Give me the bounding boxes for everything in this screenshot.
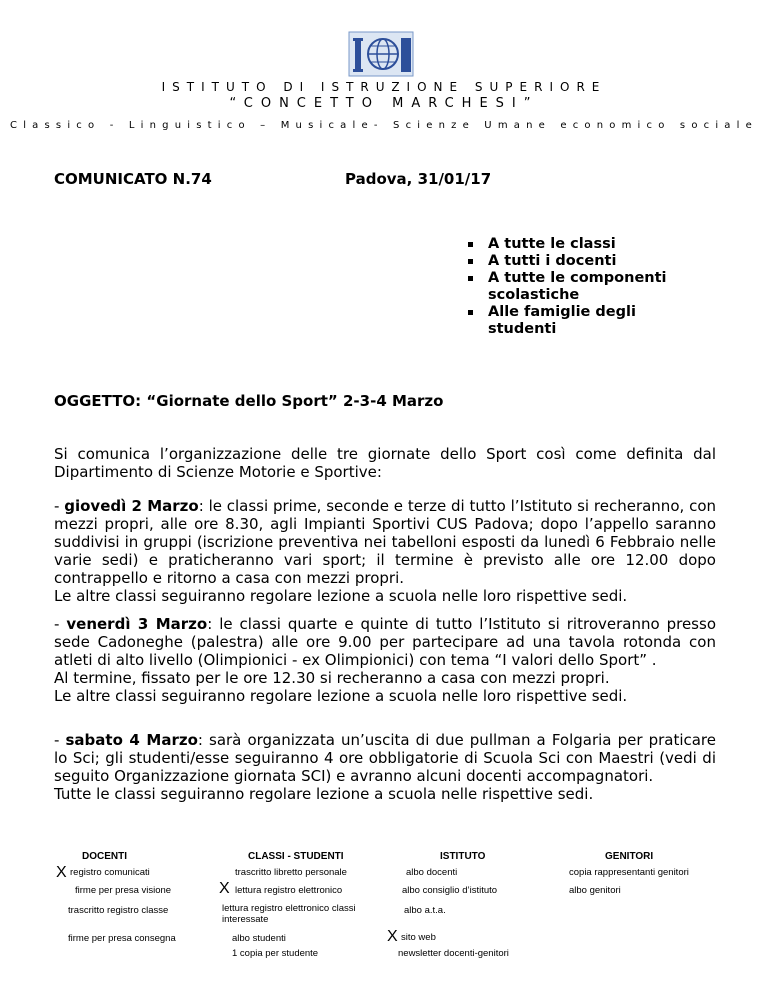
list-item: albo a.t.a. [404, 905, 446, 916]
day-prefix: - [54, 731, 66, 749]
col-title-genitori: GENITORI [605, 851, 654, 862]
subject-line: OGGETTO: “Giornate dello Sport” 2-3-4 Marzo [54, 392, 444, 410]
day-block-saturday [54, 731, 716, 803]
check-mark: X [387, 928, 398, 945]
check-mark: X [219, 880, 230, 897]
day-text: : le classi prime, seconde e terze di tutto l’Istituto si recheranno, con mezzi propri, alle ore 8.30, agli Impianti Sportivi CUS Padova; dopo l’appello saranno suddivisi in gruppi (iscrizione preventiva nei tabelloni esposti da lunedì 6 Febbraio nelle varie sedi) e praticheranno vari sport; il termine è previsto alle ore 12.00 dopo contrappello e ritorno a casa con mezzi propri. [54, 497, 716, 587]
list-item: lettura registro elettronico classi interessate [222, 903, 356, 925]
list-item: copia rappresentanti genitori [569, 867, 689, 878]
day-prefix: - [54, 497, 65, 515]
communique-number: COMUNICATO N.74 [54, 170, 212, 188]
list-item: lettura registro elettronico [235, 885, 343, 896]
institute-courses: Classico - Linguistico – Musicale- Scienze Umane economico sociale [10, 120, 758, 131]
recipient-item: A tutte le componenti scolastiche [468, 270, 698, 304]
list-item: firme per presa visione [75, 885, 172, 896]
day-note: Tutte le classi seguiranno regolare lezione a scuola nelle rispettive sedi. [54, 785, 594, 803]
col-title-docenti: DOCENTI [82, 851, 127, 862]
list-item: sito web [401, 932, 436, 943]
day-prefix: - [54, 615, 67, 633]
day-block-friday [54, 615, 716, 705]
day-note: Le altre classi seguiranno regolare lezione a scuola nelle loro rispettive sedi. [54, 687, 628, 705]
list-item: 1 copia per studente [232, 948, 319, 959]
col-title-classi: CLASSI - STUDENTI [248, 851, 344, 862]
recipient-item: A tutte le classi [468, 236, 698, 253]
day-title: sabato 4 Marzo [65, 731, 198, 749]
day-title: venerdì 3 Marzo [66, 615, 208, 633]
list-item: albo docenti [406, 867, 458, 878]
list-item: firme per presa consegna [68, 933, 176, 944]
institute-logo [347, 30, 415, 78]
place-date: Padova, 31/01/17 [345, 170, 492, 188]
list-item: trascritto registro classe [68, 905, 169, 916]
list-item: albo genitori [569, 885, 621, 896]
day-text: : sarà organizzata un’uscita di due pullman a Folgaria per praticare lo Sci; gli studenti/esse seguiranno 4 ore obbligatorie di Scuola Sci con Maestri (vedi di seguito Organizzazione giornata SCI) e avranno alcuni docenti accompagnatori. [54, 731, 717, 785]
institute-name: “CONCETTO MARCHESI” [229, 96, 539, 111]
col-title-istituto: ISTITUTO [440, 851, 486, 862]
recipient-item: A tutti i docenti [468, 253, 698, 270]
institute-type: ISTITUTO DI ISTRUZIONE SUPERIORE [161, 80, 607, 94]
check-mark: X [56, 864, 67, 881]
intro-paragraph [54, 445, 716, 481]
day-title: giovedì 2 Marzo [64, 497, 199, 515]
recipient-item: Alle famiglie degli studenti [468, 304, 698, 338]
recipients-list [468, 236, 698, 338]
day-extra: Al termine, fissato per le ore 12.30 si recheranno a casa con mezzi propri. [54, 669, 610, 687]
list-item: albo consiglio d’istituto [402, 885, 498, 896]
day-text: : le classi quarte e quinte di tutto l’Istituto si ritroveranno presso sede Cadoneghe (palestra) alle ore 9.00 per partecipare ad una tavola rotonda con atleti di alto livello (Olimpionici - ex Olimpionici) con tema “I valori dello Sport” . [54, 615, 716, 669]
intro-text: Si comunica l’organizzazione delle tre giornate dello Sport così come definita dal Dipartimento di Scienze Motorie e Sportive: [54, 445, 716, 481]
list-item: registro comunicati [70, 867, 150, 878]
list-item: newsletter docenti-genitori [398, 948, 509, 959]
list-item: trascritto libretto personale [235, 867, 347, 878]
list-item: albo studenti [232, 933, 286, 944]
day-block-thursday [54, 497, 716, 605]
day-note: Le altre classi seguiranno regolare lezione a scuola nelle loro rispettive sedi. [54, 587, 628, 605]
